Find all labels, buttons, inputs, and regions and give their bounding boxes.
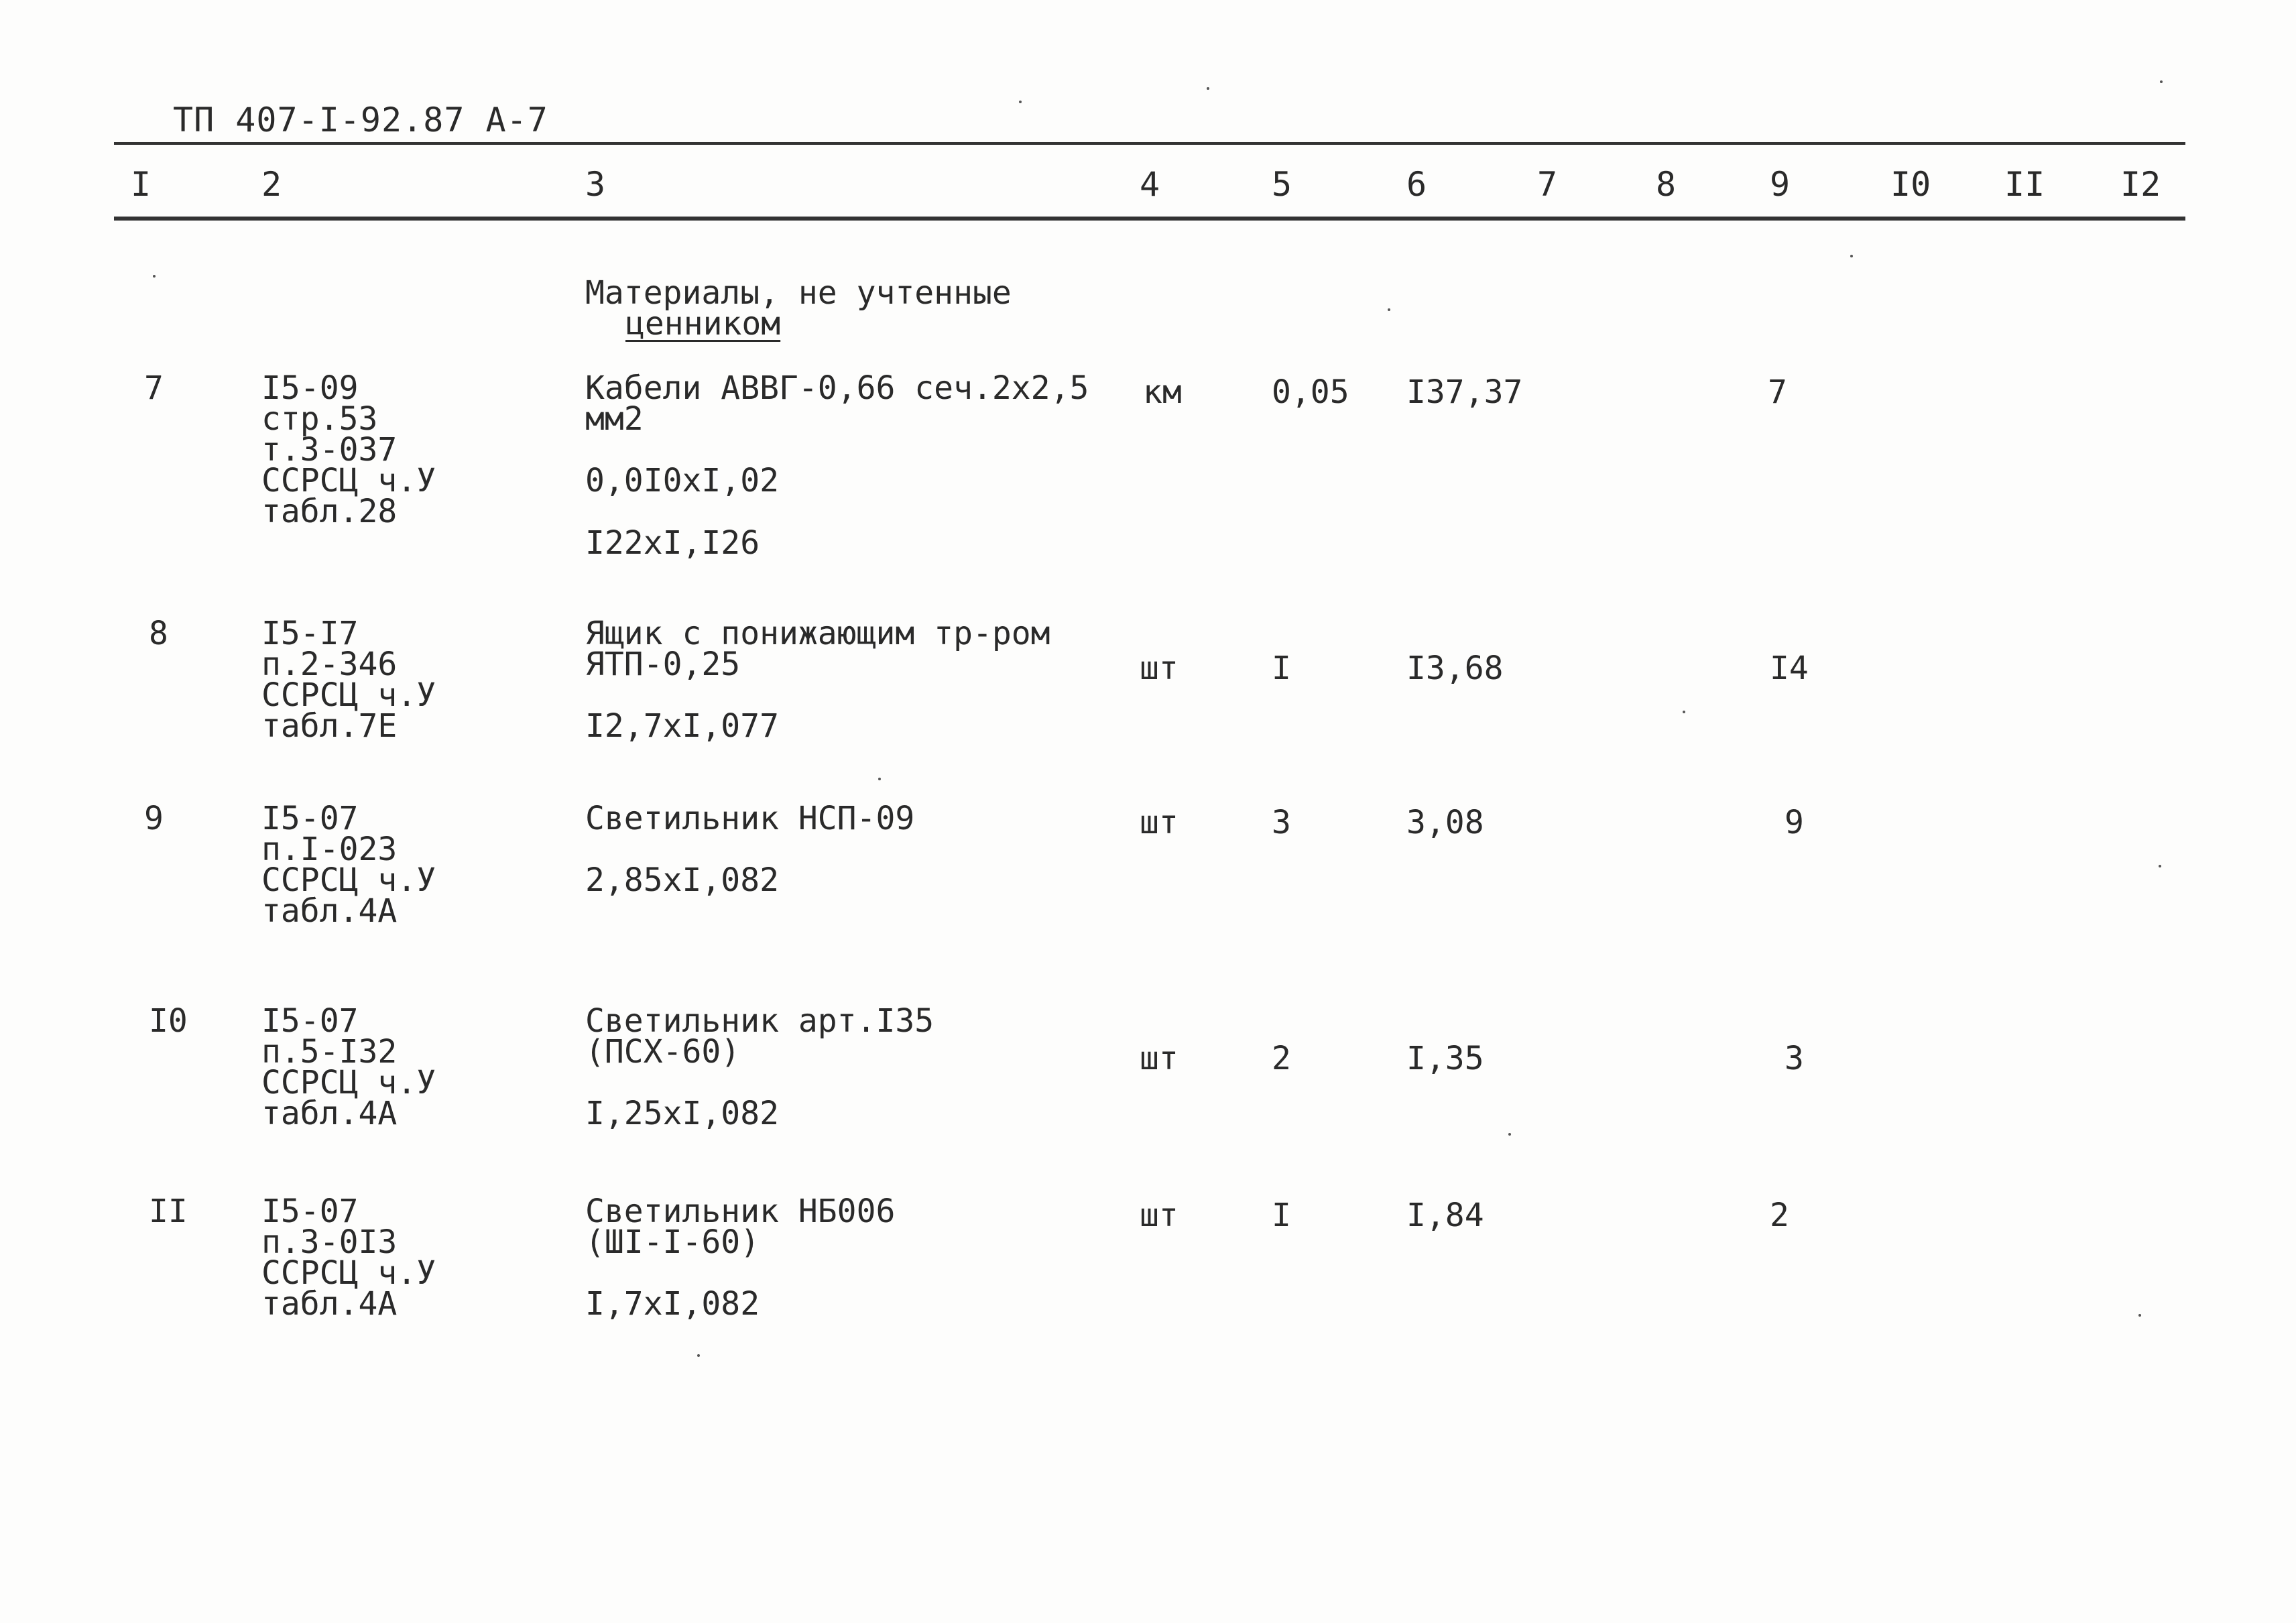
calculation: I22хI,I26 bbox=[585, 524, 760, 562]
scan-speck bbox=[2160, 80, 2163, 83]
price-cell: I37,37 bbox=[1406, 373, 1523, 411]
scan-speck bbox=[878, 778, 881, 780]
quantity-cell: 0,05 bbox=[1272, 373, 1349, 411]
item-name: Ящик с понижающим тр-ром ЯТП-0,25 bbox=[585, 615, 1050, 683]
calculation: I,7хI,082 bbox=[585, 1285, 760, 1323]
scan-speck bbox=[153, 275, 156, 278]
total-cell: 2 bbox=[1770, 1197, 1789, 1234]
unit-cell: км bbox=[1143, 373, 1182, 411]
price-cell: I,84 bbox=[1406, 1197, 1484, 1234]
quantity-cell: I bbox=[1272, 650, 1291, 687]
column-number-11: II bbox=[2004, 165, 2045, 204]
scan-speck bbox=[1850, 255, 1853, 257]
unit-cell: шт bbox=[1140, 1040, 1179, 1077]
reference-cell: I5-09 стр.53 т.3-037 ССРСЦ ч.У табл.28 bbox=[261, 369, 436, 530]
item-name: Светильник арт.I35 (ПСХ-60) bbox=[585, 1002, 934, 1071]
column-header-rule bbox=[114, 217, 2185, 221]
scan-speck bbox=[1388, 308, 1390, 311]
column-number-4: 4 bbox=[1140, 165, 1160, 204]
scan-speck bbox=[1207, 87, 1209, 90]
item-name: Светильник НСП-09 bbox=[585, 800, 915, 837]
column-number-8: 8 bbox=[1656, 165, 1677, 204]
calculation: I,25хI,082 bbox=[585, 1095, 779, 1132]
row-number: II bbox=[149, 1193, 188, 1230]
calculation: 0,0I0хI,02 bbox=[585, 462, 779, 499]
calculation: I2,7хI,077 bbox=[585, 707, 779, 745]
column-number-9: 9 bbox=[1770, 165, 1791, 204]
quantity-cell: 3 bbox=[1272, 804, 1291, 841]
column-number-3: 3 bbox=[585, 165, 606, 204]
row-number: 8 bbox=[149, 615, 168, 652]
quantity-cell: 2 bbox=[1272, 1040, 1291, 1077]
scan-speck bbox=[2159, 865, 2161, 867]
column-number-2: 2 bbox=[261, 165, 282, 204]
column-number-12: I2 bbox=[2120, 165, 2161, 204]
unit-cell: шт bbox=[1140, 650, 1179, 687]
quantity-cell: I bbox=[1272, 1197, 1291, 1234]
total-cell: 7 bbox=[1768, 373, 1787, 411]
calculation: 2,85хI,082 bbox=[585, 861, 779, 899]
price-cell: I,35 bbox=[1406, 1040, 1484, 1077]
section-title-line1: Материалы, не учтенные bbox=[585, 274, 1012, 312]
column-number-7: 7 bbox=[1537, 165, 1558, 204]
column-number-10: I0 bbox=[1890, 165, 1931, 204]
row-number: 7 bbox=[144, 369, 164, 407]
column-number-6: 6 bbox=[1406, 165, 1427, 204]
price-cell: I3,68 bbox=[1406, 650, 1504, 687]
scan-speck bbox=[1019, 101, 1022, 103]
scan-speck bbox=[1508, 1133, 1511, 1136]
unit-cell: шт bbox=[1140, 1197, 1179, 1234]
row-number: 9 bbox=[144, 800, 164, 837]
unit-cell: шт bbox=[1140, 804, 1179, 841]
scan-speck bbox=[1683, 711, 1685, 713]
total-cell: 3 bbox=[1785, 1040, 1804, 1077]
reference-cell: I5-07 п.3-0I3 ССРСЦ ч.У табл.4А bbox=[261, 1193, 436, 1323]
item-name: Светильник НБ006 (ШI-I-60) bbox=[585, 1193, 896, 1261]
price-cell: 3,08 bbox=[1406, 804, 1484, 841]
reference-cell: I5-07 п.I-023 ССРСЦ ч.У табл.4А bbox=[261, 800, 436, 930]
total-cell: I4 bbox=[1770, 650, 1809, 687]
row-number: I0 bbox=[149, 1002, 188, 1040]
scan-speck bbox=[697, 1354, 700, 1357]
total-cell: 9 bbox=[1785, 804, 1804, 841]
item-name: Кабели АВВГ-0,66 сеч.2х2,5 мм2 bbox=[585, 369, 1089, 438]
section-title bbox=[585, 274, 1012, 343]
column-number-5: 5 bbox=[1272, 165, 1292, 204]
scan-speck bbox=[2138, 1314, 2141, 1317]
document-code: ТП 407-I-92.87 А-7 bbox=[173, 101, 548, 139]
reference-cell: I5-I7 п.2-346 ССРСЦ ч.У табл.7Е bbox=[261, 615, 436, 745]
header-rule bbox=[114, 142, 2185, 145]
section-title-line2: ценником bbox=[625, 305, 781, 343]
column-number-1: I bbox=[131, 165, 152, 204]
reference-cell: I5-07 п.5-I32 ССРСЦ ч.У табл.4А bbox=[261, 1002, 436, 1132]
